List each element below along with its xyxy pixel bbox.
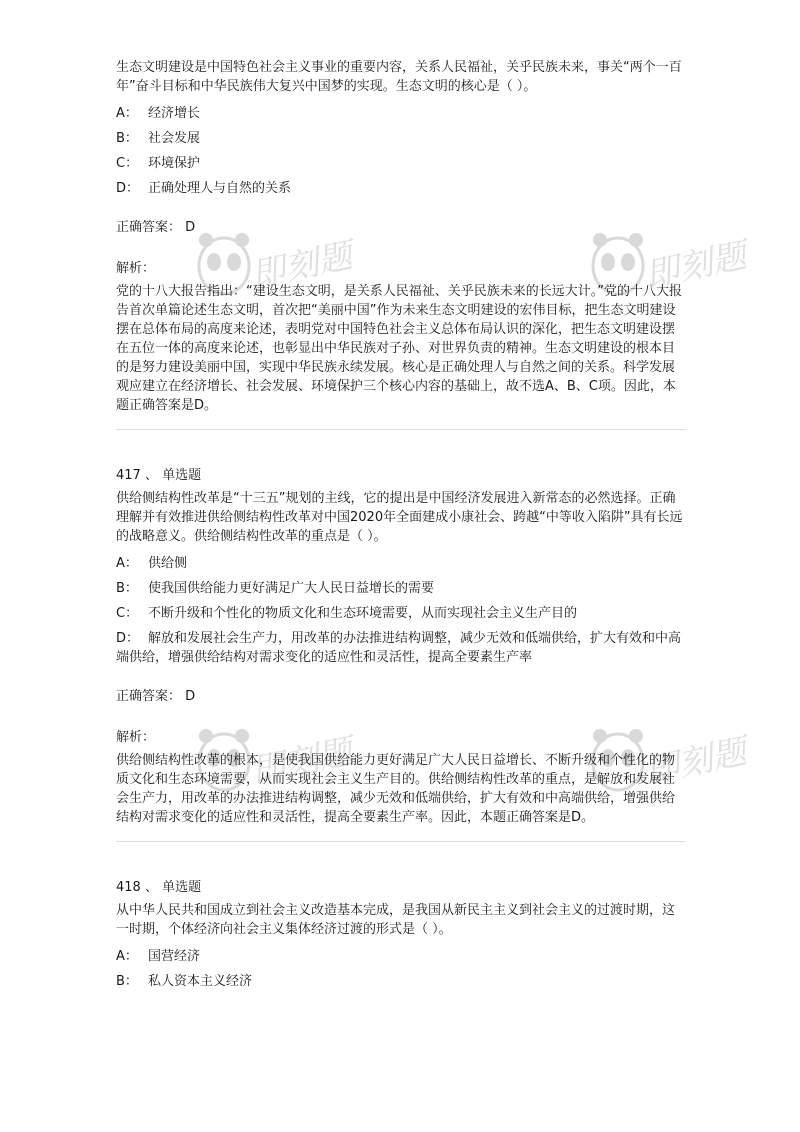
question-stem: 生态文明建设是中国特色社会主义事业的重要内容，关系人民福祉，关乎民族未来，事关“两个一百年”奋斗目标和中华民族伟大复兴中国梦的实现。生态文明的核心是（ ）。 — [116, 60, 682, 94]
option-text: 环境保护 — [148, 156, 201, 171]
option-text: 解放和发展社会生产力，用改革的办法推进结构调整，减少无效和低端供给，扩大有效和中高端供给，增强供给结构对需求变化的适应性和灵活性，提高全要素生产率 — [116, 631, 682, 665]
question-418 — [116, 878, 686, 991]
answer-label: 正确答案： — [116, 689, 182, 704]
question-divider — [116, 429, 686, 430]
option-label: B： — [116, 131, 138, 146]
option-label: A： — [116, 556, 138, 571]
analysis-title: 解析： — [116, 261, 156, 276]
option-c — [116, 604, 686, 623]
option-label: C： — [116, 156, 139, 171]
answer-value: D — [185, 220, 196, 235]
option-label: D： — [116, 181, 140, 196]
question-type: 单选题 — [162, 468, 202, 483]
option-d — [116, 629, 686, 667]
option-a — [116, 554, 686, 573]
question-number: 418 — [116, 880, 141, 895]
option-a — [116, 104, 686, 123]
option-b — [116, 972, 686, 991]
answer-label: 正确答案： — [116, 220, 182, 235]
question-divider — [116, 841, 686, 842]
option-text: 使我国供给能力更好满足广大人民日益增长的需要 — [148, 581, 435, 596]
option-text: 正确处理人与自然的关系 — [148, 181, 292, 196]
option-text: 国营经济 — [148, 949, 201, 964]
question-number-sep: 、 — [144, 468, 158, 483]
option-text: 供给侧 — [148, 556, 188, 571]
option-d — [116, 179, 686, 198]
question-416 — [116, 58, 686, 415]
option-label: B： — [116, 581, 138, 596]
answer-value: D — [185, 689, 196, 704]
analysis-text: 党的十八大报告指出：“建设生态文明，是关系人民福祉、关乎民族未来的长远大计。”党的十八大报告首次单篇论述生态文明，首次把“美丽中国”作为未来生态文明建设的宏伟目标，把生态文明建设摆在总体布局的高度来论述，表明党对中国特色社会主义总体布局认识的深化，把生态文明建设摆在五位一体的高度来论述，也彰显出中华民族对子孙、对世界负责的精神。生态文明建设的根本目的是努力建设美丽中国，实现中华民族永续发展。核心是正确处理人与自然之间的关系。科学发展观应建立在经济增长、社会发展、环境保护三个核心内容的基础上，故不选A、B、C项。因此，本题正确答案是D。 — [116, 284, 682, 413]
question-stem: 供给侧结构性改革是“十三五”规划的主线，它的提出是中国经济发展进入新常态的必然选择。正确理解并有效推进供给侧结构性改革对中国2020年全面建成小康社会、跨越“中等收入陷阱”具有长远的战略意义。供给侧结构性改革的重点是（ ）。 — [116, 491, 683, 544]
option-c — [116, 154, 686, 173]
watermark-text: 即刻题 — [641, 731, 750, 793]
watermark-text: 即刻题 — [641, 235, 750, 297]
option-a — [116, 947, 686, 966]
option-label: D： — [116, 631, 140, 646]
option-label: A： — [116, 106, 138, 121]
question-header — [116, 466, 686, 485]
question-header — [116, 878, 686, 897]
question-type: 单选题 — [162, 880, 202, 895]
question-417 — [116, 466, 686, 827]
option-label: A： — [116, 949, 138, 964]
question-page — [116, 58, 686, 997]
question-number: 417 — [116, 468, 141, 483]
option-b — [116, 579, 686, 598]
question-number-sep: 、 — [144, 880, 158, 895]
analysis-title: 解析： — [116, 730, 156, 745]
option-text: 经济增长 — [148, 106, 201, 121]
option-text: 私人资本主义经济 — [148, 974, 253, 989]
option-label: B： — [116, 974, 138, 989]
watermark-text: 即刻题 — [247, 235, 356, 297]
option-text: 社会发展 — [148, 131, 201, 146]
watermark-text: 即刻题 — [247, 731, 356, 793]
analysis-text: 供给侧结构性改革的根本，是使我国供给能力更好满足广大人民日益增长、不断升级和个性化的物质文化和生态环境需要，从而实现社会主义生产目的。供给侧结构性改革的重点，是解放和发展社会生产力，用改革的办法推进结构调整，减少无效和低端供给，扩大有效和中高端供给，增强供给结构对需求变化的适应性和灵活性，提高全要素生产率。因此，本题正确答案是D。 — [116, 753, 676, 825]
correct-answer — [116, 218, 686, 237]
option-b — [116, 129, 686, 148]
correct-answer — [116, 687, 686, 706]
option-text: 不断升级和个性化的物质文化和生态环境需要，从而实现社会主义生产目的 — [148, 606, 578, 621]
question-stem: 从中华人民共和国成立到社会主义改造基本完成，是我国从新民主主义到社会主义的过渡时期，这一时期，个体经济向社会主义集体经济过渡的形式是（ ）。 — [116, 903, 676, 937]
option-label: C： — [116, 606, 139, 621]
